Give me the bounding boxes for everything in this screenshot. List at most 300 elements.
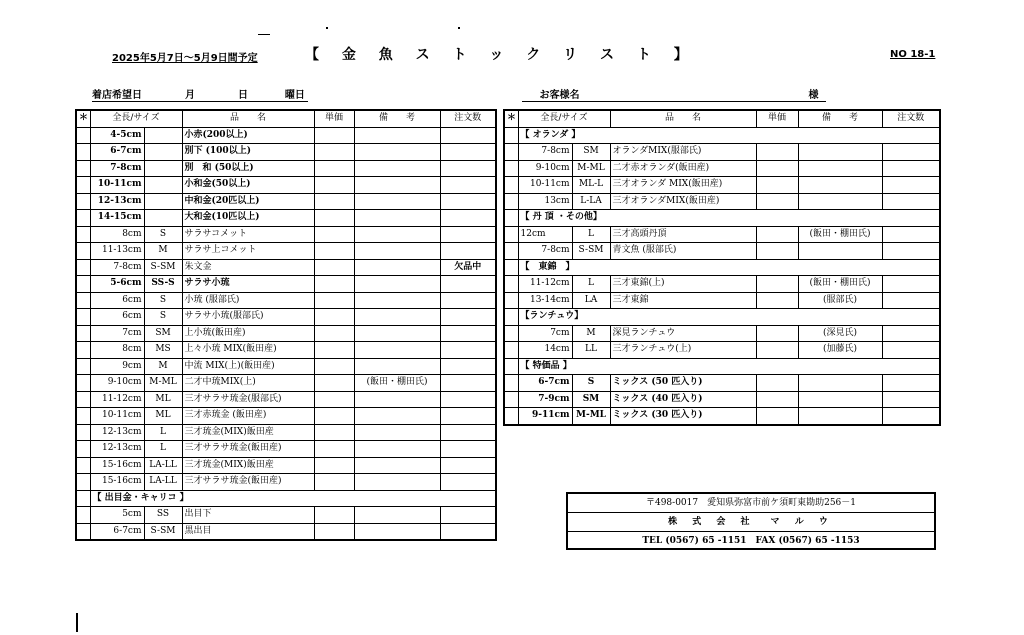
unit-price-cell[interactable]: [314, 441, 354, 458]
note-cell: [798, 144, 882, 161]
order-qty-cell[interactable]: [882, 292, 940, 309]
row-mark-cell: [504, 226, 518, 243]
section-row: [504, 210, 940, 227]
size-cell: 10-11cm: [518, 177, 572, 194]
table-row: [76, 243, 496, 260]
arrival-day: 日: [237, 90, 248, 101]
note-cell: [798, 375, 882, 392]
table-row: [76, 127, 496, 144]
order-qty-cell[interactable]: [440, 309, 496, 326]
size-cell: 12-13cm: [90, 424, 144, 441]
table-row: [76, 160, 496, 177]
note-cell: [354, 309, 440, 326]
table-header: [76, 110, 496, 127]
row-mark-cell: [504, 160, 518, 177]
order-qty-cell[interactable]: [882, 160, 940, 177]
arrival-month: 月: [184, 90, 195, 101]
size-code-cell: S-SM: [144, 259, 182, 276]
row-mark-cell: [504, 144, 518, 161]
size-code-cell: ML: [144, 408, 182, 425]
size-cell: 7-8cm: [518, 144, 572, 161]
col-name: 品 名: [610, 110, 756, 127]
col-price: 単価: [314, 110, 354, 127]
company-tel: TEL (0567) 65 -1151 FAX (0567) 65 -1153: [642, 536, 860, 546]
order-qty-cell[interactable]: [440, 160, 496, 177]
row-mark-cell: [76, 276, 90, 293]
page-title: 【 金 魚 ス ト ッ ク リ ス ト 】: [305, 47, 697, 63]
row-mark-cell: [76, 391, 90, 408]
row-mark-cell: [76, 507, 90, 524]
table-row: [504, 193, 940, 210]
note-cell: [354, 424, 440, 441]
unit-price-cell[interactable]: [314, 325, 354, 342]
size-cell: 7-9cm: [518, 391, 572, 408]
size-cell: 12-13cm: [90, 441, 144, 458]
size-cell: 9-11cm: [518, 408, 572, 425]
note-cell: [798, 160, 882, 177]
order-qty-cell[interactable]: [440, 441, 496, 458]
order-qty-cell[interactable]: [440, 342, 496, 359]
table-row: [76, 441, 496, 458]
size-code-cell: [144, 210, 182, 227]
size-cell: 9cm: [90, 358, 144, 375]
item-name-cell: 三才ランチュウ(上): [610, 342, 756, 359]
size-cell: 5-6cm: [90, 276, 144, 293]
note-cell: [354, 457, 440, 474]
size-cell: 8cm: [90, 342, 144, 359]
note-cell: [354, 441, 440, 458]
table-row: [76, 391, 496, 408]
arrival-line: [92, 86, 308, 102]
row-mark-cell: [504, 177, 518, 194]
table-row: [76, 193, 496, 210]
table-row: [504, 276, 940, 293]
item-name-cell: 出目下: [182, 507, 314, 524]
col-name: 品 名: [182, 110, 314, 127]
item-name-cell: 上々小琉 MIX(飯田産): [182, 342, 314, 359]
order-qty-cell[interactable]: [440, 193, 496, 210]
item-name-cell: ミックス (30 匹入り): [610, 408, 756, 425]
col-order: 注文数: [440, 110, 496, 127]
item-name-cell: 三才東錦(上): [610, 276, 756, 293]
item-name-cell: 小和金(50以上): [182, 177, 314, 194]
unit-price-cell[interactable]: [314, 226, 354, 243]
row-mark-cell: [504, 325, 518, 342]
section-title: 【ランチュウ】: [518, 309, 940, 326]
table-row: [76, 424, 496, 441]
order-qty-cell[interactable]: [882, 226, 940, 243]
note-cell: [354, 474, 440, 491]
scan-mark: [258, 34, 270, 35]
customer-label: お客様名: [539, 90, 580, 101]
size-code-cell: S: [144, 309, 182, 326]
table-row: [76, 177, 496, 194]
unit-price-cell[interactable]: [756, 325, 798, 342]
order-qty-cell[interactable]: [440, 210, 496, 227]
row-mark-cell: [76, 408, 90, 425]
note-cell: [354, 325, 440, 342]
size-code-cell: [144, 177, 182, 194]
customer-line: [522, 86, 826, 102]
size-cell: 11-13cm: [90, 243, 144, 260]
order-qty-cell[interactable]: [440, 243, 496, 260]
row-mark-cell: [504, 358, 518, 375]
item-name-cell: サラサコメット: [182, 226, 314, 243]
unit-price-cell[interactable]: [756, 342, 798, 359]
unit-price-cell[interactable]: [314, 276, 354, 293]
item-name-cell: サラサ上コメット: [182, 243, 314, 260]
unit-price-cell[interactable]: [756, 193, 798, 210]
unit-price-cell[interactable]: [756, 144, 798, 161]
size-code-cell: M-ML: [144, 375, 182, 392]
note-cell: (飯田・棚田氏): [798, 276, 882, 293]
table-row: [504, 391, 940, 408]
row-mark-cell: [76, 325, 90, 342]
table-row: [76, 375, 496, 392]
item-name-cell: 三才琉金(MIX)飯田産: [182, 457, 314, 474]
item-name-cell: 大和金(10匹以上): [182, 210, 314, 227]
table-row: [504, 325, 940, 342]
order-qty-cell[interactable]: [440, 391, 496, 408]
row-mark-cell: [76, 309, 90, 326]
order-qty-cell[interactable]: [882, 243, 940, 260]
size-code-cell: S: [144, 226, 182, 243]
note-cell: [354, 507, 440, 524]
row-mark-cell: [76, 193, 90, 210]
size-code-cell: S-SM: [144, 523, 182, 540]
order-qty-cell[interactable]: [440, 292, 496, 309]
order-qty-cell[interactable]: [440, 474, 496, 491]
size-cell: 10-11cm: [90, 408, 144, 425]
customer-honorific: 様: [808, 90, 819, 101]
size-cell: 6cm: [90, 309, 144, 326]
unit-price-cell[interactable]: [314, 193, 354, 210]
item-name-cell: 三才東錦: [610, 292, 756, 309]
unit-price-cell[interactable]: [314, 160, 354, 177]
note-cell: [354, 358, 440, 375]
item-name-cell: 三才赤琉金 (飯田産): [182, 408, 314, 425]
unit-price-cell[interactable]: [314, 358, 354, 375]
table-row: [76, 210, 496, 227]
size-code-cell: SM: [144, 325, 182, 342]
order-qty-cell[interactable]: [440, 276, 496, 293]
size-cell: 9-10cm: [518, 160, 572, 177]
item-name-cell: ミックス (40 匹入り): [610, 391, 756, 408]
size-cell: 4-5cm: [90, 127, 144, 144]
unit-price-cell[interactable]: [314, 243, 354, 260]
size-code-cell: S: [572, 375, 610, 392]
row-mark-cell: [504, 391, 518, 408]
order-qty-cell[interactable]: [440, 507, 496, 524]
unit-price-cell[interactable]: [314, 457, 354, 474]
size-code-cell: LL: [572, 342, 610, 359]
note-cell: (飯田・棚田氏): [798, 226, 882, 243]
note-cell: (飯田・棚田氏): [354, 375, 440, 392]
star-header: ＊: [76, 110, 90, 127]
star-header: ＊: [504, 110, 518, 127]
size-code-cell: M: [144, 243, 182, 260]
row-mark-cell: [76, 474, 90, 491]
size-code-cell: ML-L: [572, 177, 610, 194]
size-cell: 8cm: [90, 226, 144, 243]
unit-price-cell[interactable]: [314, 507, 354, 524]
table-row: [76, 474, 496, 491]
order-qty-cell[interactable]: [882, 375, 940, 392]
order-qty-cell[interactable]: [440, 177, 496, 194]
order-qty-cell[interactable]: [440, 375, 496, 392]
row-mark-cell: [76, 160, 90, 177]
table-row: [76, 358, 496, 375]
col-price: 単価: [756, 110, 798, 127]
note-cell: [354, 408, 440, 425]
item-name-cell: 小琉 (服部氏): [182, 292, 314, 309]
row-mark-cell: [76, 177, 90, 194]
table-row: [504, 144, 940, 161]
item-name-cell: 三才琉金(MIX)飯田産: [182, 424, 314, 441]
section-row: [504, 259, 940, 276]
order-qty-cell[interactable]: [440, 358, 496, 375]
order-qty-cell[interactable]: [882, 325, 940, 342]
item-name-cell: 三才サラサ琉金(服部氏): [182, 391, 314, 408]
size-code-cell: M-ML: [572, 160, 610, 177]
table-row: [504, 375, 940, 392]
arrival-weekday: 曜日: [284, 90, 305, 101]
note-cell: [354, 210, 440, 227]
left-stock-table: [75, 109, 497, 541]
size-code-cell: SM: [572, 144, 610, 161]
row-mark-cell: [504, 127, 518, 144]
row-mark-cell: [76, 457, 90, 474]
note-cell: [798, 243, 882, 260]
size-code-cell: [144, 160, 182, 177]
unit-price-cell[interactable]: [314, 210, 354, 227]
item-name-cell: ミックス (50 匹入り): [610, 375, 756, 392]
unit-price-cell[interactable]: [756, 226, 798, 243]
scan-dot: [326, 27, 328, 29]
note-cell: [354, 144, 440, 161]
unit-price-cell[interactable]: [314, 342, 354, 359]
order-qty-cell[interactable]: [882, 177, 940, 194]
section-row: [76, 490, 496, 507]
item-name-cell: 上小琉(飯田産): [182, 325, 314, 342]
size-code-cell: L: [572, 276, 610, 293]
date-range: 2025年5月7日～5月9日間予定: [112, 53, 258, 64]
size-cell: 7-8cm: [90, 259, 144, 276]
order-qty-cell[interactable]: [440, 144, 496, 161]
unit-price-cell[interactable]: [756, 391, 798, 408]
table-row: [76, 523, 496, 540]
order-qty-cell[interactable]: [440, 226, 496, 243]
size-code-cell: [144, 127, 182, 144]
order-qty-cell[interactable]: [882, 144, 940, 161]
unit-price-cell[interactable]: [314, 144, 354, 161]
note-cell: [354, 523, 440, 540]
row-mark-cell: [76, 226, 90, 243]
size-code-cell: M: [144, 358, 182, 375]
row-mark-cell: [504, 408, 518, 425]
section-row: [504, 358, 940, 375]
order-qty-cell[interactable]: [882, 276, 940, 293]
row-mark-cell: [504, 276, 518, 293]
item-name-cell: 別 和 (50以上): [182, 160, 314, 177]
size-code-cell: S-SM: [572, 243, 610, 260]
company-box: [566, 492, 936, 550]
table-row: [76, 226, 496, 243]
col-note: 備 考: [798, 110, 882, 127]
row-mark-cell: [76, 259, 90, 276]
unit-price-cell[interactable]: [314, 391, 354, 408]
table-row: [76, 144, 496, 161]
size-code-cell: SS-S: [144, 276, 182, 293]
size-code-cell: SM: [572, 391, 610, 408]
size-cell: 15-16cm: [90, 457, 144, 474]
order-qty-cell[interactable]: [882, 408, 940, 425]
item-name-cell: 中和金(20匹以上): [182, 193, 314, 210]
size-code-cell: [144, 144, 182, 161]
note-cell: [354, 342, 440, 359]
row-mark-cell: [76, 342, 90, 359]
table-row: [504, 342, 940, 359]
size-code-cell: S: [144, 292, 182, 309]
size-cell: 11-12cm: [90, 391, 144, 408]
size-code-cell: LA-LL: [144, 474, 182, 491]
order-qty-cell[interactable]: [882, 193, 940, 210]
table-row: [76, 276, 496, 293]
size-cell: 7cm: [90, 325, 144, 342]
size-code-cell: L: [144, 441, 182, 458]
unit-price-cell[interactable]: [756, 375, 798, 392]
size-cell: 15-16cm: [90, 474, 144, 491]
unit-price-cell[interactable]: [756, 160, 798, 177]
size-cell: 6cm: [90, 292, 144, 309]
size-cell: 13cm: [518, 193, 572, 210]
row-mark-cell: [76, 127, 90, 144]
order-qty-cell[interactable]: [882, 391, 940, 408]
item-name-cell: 二才中琉MIX(上): [182, 375, 314, 392]
row-mark-cell: [76, 358, 90, 375]
item-name-cell: 三才サラサ琉金(飯田産): [182, 441, 314, 458]
unit-price-cell[interactable]: [314, 375, 354, 392]
col-order: 注文数: [882, 110, 940, 127]
item-name-cell: 三才高頭丹頂: [610, 226, 756, 243]
row-mark-cell: [76, 375, 90, 392]
size-cell: 13-14cm: [518, 292, 572, 309]
unit-price-cell[interactable]: [314, 292, 354, 309]
size-cell: 11-12cm: [518, 276, 572, 293]
order-qty-cell[interactable]: [882, 342, 940, 359]
size-code-cell: L-LA: [572, 193, 610, 210]
unit-price-cell[interactable]: [314, 408, 354, 425]
section-row: [504, 309, 940, 326]
section-title: 【 特価品 】: [518, 358, 940, 375]
note-cell: [354, 193, 440, 210]
scan-edge-mark: [76, 613, 78, 632]
size-code-cell: L: [572, 226, 610, 243]
company-name: 株 式 会 社 マ ル ウ: [568, 513, 934, 532]
unit-price-cell[interactable]: [314, 474, 354, 491]
note-cell: [354, 259, 440, 276]
row-mark-cell: [504, 259, 518, 276]
item-name-cell: 三才オランダ MIX(飯田産): [610, 177, 756, 194]
unit-price-cell[interactable]: [314, 424, 354, 441]
order-qty-cell[interactable]: [440, 127, 496, 144]
row-mark-cell: [504, 309, 518, 326]
table-row: [76, 259, 496, 276]
item-name-cell: 青文魚 (服部氏): [610, 243, 756, 260]
unit-price-cell[interactable]: [314, 309, 354, 326]
unit-price-cell[interactable]: [756, 243, 798, 260]
size-cell: 7cm: [518, 325, 572, 342]
unit-price-cell[interactable]: [314, 177, 354, 194]
section-title: 【 オランダ 】: [518, 127, 940, 144]
col-size: 全長/サイズ: [518, 110, 610, 127]
section-title: 【 出目金・キャリコ 】: [90, 490, 496, 507]
row-mark-cell: [76, 523, 90, 540]
table-row: [76, 309, 496, 326]
item-name-cell: 三才オランダMIX(飯田産): [610, 193, 756, 210]
note-cell: [354, 160, 440, 177]
row-mark-cell: [504, 342, 518, 359]
size-code-cell: M-ML: [572, 408, 610, 425]
unit-price-cell[interactable]: [314, 127, 354, 144]
table-row: [504, 160, 940, 177]
note-cell: (服部氏): [798, 292, 882, 309]
col-size: 全長/サイズ: [90, 110, 182, 127]
size-cell: 14cm: [518, 342, 572, 359]
note-cell: [354, 276, 440, 293]
table-row: [504, 177, 940, 194]
size-code-cell: L: [144, 424, 182, 441]
item-name-cell: オランダMIX(服部氏): [610, 144, 756, 161]
unit-price-cell[interactable]: [756, 177, 798, 194]
table-row: [504, 292, 940, 309]
row-mark-cell: [76, 424, 90, 441]
unit-price-cell[interactable]: [756, 408, 798, 425]
order-qty-cell[interactable]: [440, 424, 496, 441]
unit-price-cell[interactable]: [314, 259, 354, 276]
order-qty-cell[interactable]: [440, 523, 496, 540]
size-code-cell: SS: [144, 507, 182, 524]
col-note: 備 考: [354, 110, 440, 127]
right-stock-table: [503, 109, 941, 426]
row-mark-cell: [504, 193, 518, 210]
order-qty-cell[interactable]: [440, 408, 496, 425]
unit-price-cell[interactable]: [756, 276, 798, 293]
note-cell: [354, 226, 440, 243]
order-qty-cell[interactable]: [440, 325, 496, 342]
note-cell: [354, 391, 440, 408]
arrival-label: 着店希望日: [92, 90, 142, 101]
row-mark-cell: [76, 490, 90, 507]
unit-price-cell[interactable]: [756, 292, 798, 309]
unit-price-cell[interactable]: [314, 523, 354, 540]
note-cell: [354, 243, 440, 260]
note-cell: [798, 177, 882, 194]
order-qty-cell[interactable]: 欠品中: [440, 259, 496, 276]
item-name-cell: 小赤(200以上): [182, 127, 314, 144]
size-cell: 7-8cm: [90, 160, 144, 177]
size-cell: 6-7cm: [90, 523, 144, 540]
item-name-cell: 別下 (100以上): [182, 144, 314, 161]
order-qty-cell[interactable]: [440, 457, 496, 474]
doc-number: NO 18-1: [890, 49, 936, 60]
item-name-cell: 中流 MIX(上)(飯田産): [182, 358, 314, 375]
size-code-cell: [144, 193, 182, 210]
row-mark-cell: [504, 375, 518, 392]
item-name-cell: 黒出目: [182, 523, 314, 540]
item-name-cell: 朱文金: [182, 259, 314, 276]
size-code-cell: MS: [144, 342, 182, 359]
